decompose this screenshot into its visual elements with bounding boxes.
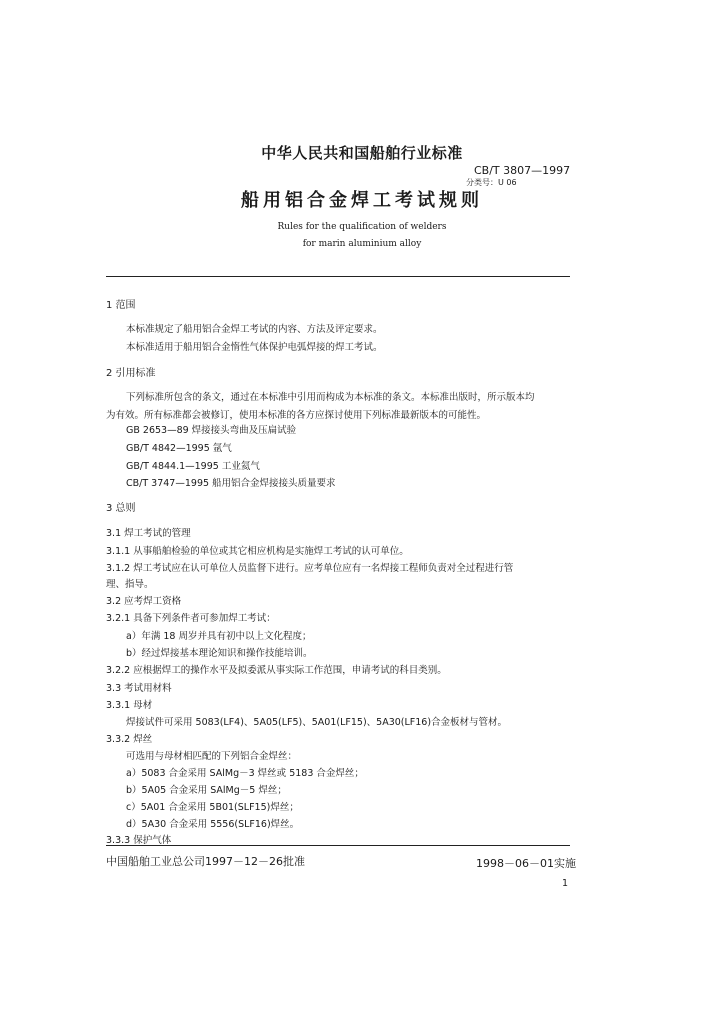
section-1-para-1: 本标准规定了船用铝合金焊工考试的内容、方法及评定要求。 xyxy=(126,324,383,335)
clause-3-1: 3.1 焊工考试的管理 xyxy=(106,528,191,539)
clause-3-1-2-line2: 理、指导。 xyxy=(106,579,154,590)
wire-item: c）5A01 合金采用 5B01(SLF15)焊丝； xyxy=(126,802,299,813)
organization-title: 中华人民共和国船舶行业标准 xyxy=(261,144,463,162)
clause-3-2: 3.2 应考焊工资格 xyxy=(106,596,182,607)
section-2-para-line1: 下列标准所包含的条文，通过在本标准中引用而构成为本标准的条文。本标准出版时，所示版本均 xyxy=(126,392,535,403)
english-title-line2: for marin aluminium alloy xyxy=(302,239,422,249)
wire-item: a）5083 合金采用 SAlMg－3 焊丝或 5183 合金焊丝； xyxy=(126,768,364,779)
page-number: 1 xyxy=(562,878,569,889)
section-2-heading: 2 引用标准 xyxy=(106,368,156,379)
clause-3-2-2: 3.2.2 应根据焊工的操作水平及拟委派从事实际工作范围，申请考试的科目类别。 xyxy=(106,665,447,676)
clause-3-3-2: 3.3.2 焊丝 xyxy=(106,734,153,745)
clause-3-3-2-text: 可选用与母材相匹配的下列铝合金焊丝： xyxy=(126,751,298,762)
footer-divider xyxy=(106,845,570,846)
section-1-heading: 1 范围 xyxy=(106,300,136,311)
wire-item: d）5A30 合金采用 5556(SLF16)焊丝。 xyxy=(126,819,300,830)
section-2-para-line2: 为有效。所有标准都会被修订，使用本标准的各方应探讨使用下列标准最新版本的可能性。 xyxy=(106,410,487,421)
wire-item: b）5A05 合金采用 SAlMg－5 焊丝； xyxy=(126,785,287,796)
clause-3-3: 3.3 考试用材料 xyxy=(106,683,172,694)
approval-note: 中国船舶工业总公司1997－12－26批准 xyxy=(106,855,305,868)
clause-3-2-1-a: a）年满 18 周岁并具有初中以上文化程度； xyxy=(126,631,312,642)
header-divider xyxy=(106,276,570,277)
reference-item: GB/T 4842—1995 氩气 xyxy=(126,443,232,454)
document-title: 船用铝合金焊工考试规则 xyxy=(241,190,483,211)
reference-item: GB/T 4844.1—1995 工业氦气 xyxy=(126,461,260,472)
clause-3-3-3: 3.3.3 保护气体 xyxy=(106,835,172,846)
reference-item: GB 2653—89 焊接接头弯曲及压扁试验 xyxy=(126,425,297,436)
clause-3-3-1: 3.3.1 母材 xyxy=(106,700,153,711)
standard-code: CB/T 3807—1997 xyxy=(474,164,571,177)
english-title-line1: Rules for the qualification of welders xyxy=(277,222,447,232)
section-1-para-2: 本标准适用于船用铝合金惰性气体保护电弧焊接的焊工考试。 xyxy=(126,342,383,353)
clause-3-2-1-b: b）经过焊接基本理论知识和操作技能培训。 xyxy=(126,648,313,659)
implementation-date: 1998－06－01实施 xyxy=(476,857,576,870)
classification-code: 分类号：U 06 xyxy=(466,178,517,187)
clause-3-2-1: 3.2.1 具备下列条件者可参加焊工考试： xyxy=(106,613,276,624)
clause-3-1-1: 3.1.1 从事船舶检验的单位或其它相应机构是实施焊工考试的认可单位。 xyxy=(106,546,409,557)
clause-3-1-2-line1: 3.1.2 焊工考试应在认可单位人员监督下进行。应考单位应有一名焊接工程师负责对全过程进行管 xyxy=(106,563,514,574)
clause-3-3-1-text: 焊接试件可采用 5083(LF4)、5A05(LF5)、5A01(LF15)、5A30(LF16)合金板材与管材。 xyxy=(126,717,508,728)
section-3-heading: 3 总则 xyxy=(106,503,136,514)
reference-item: CB/T 3747—1995 船用铝合金焊接接头质量要求 xyxy=(126,478,336,489)
